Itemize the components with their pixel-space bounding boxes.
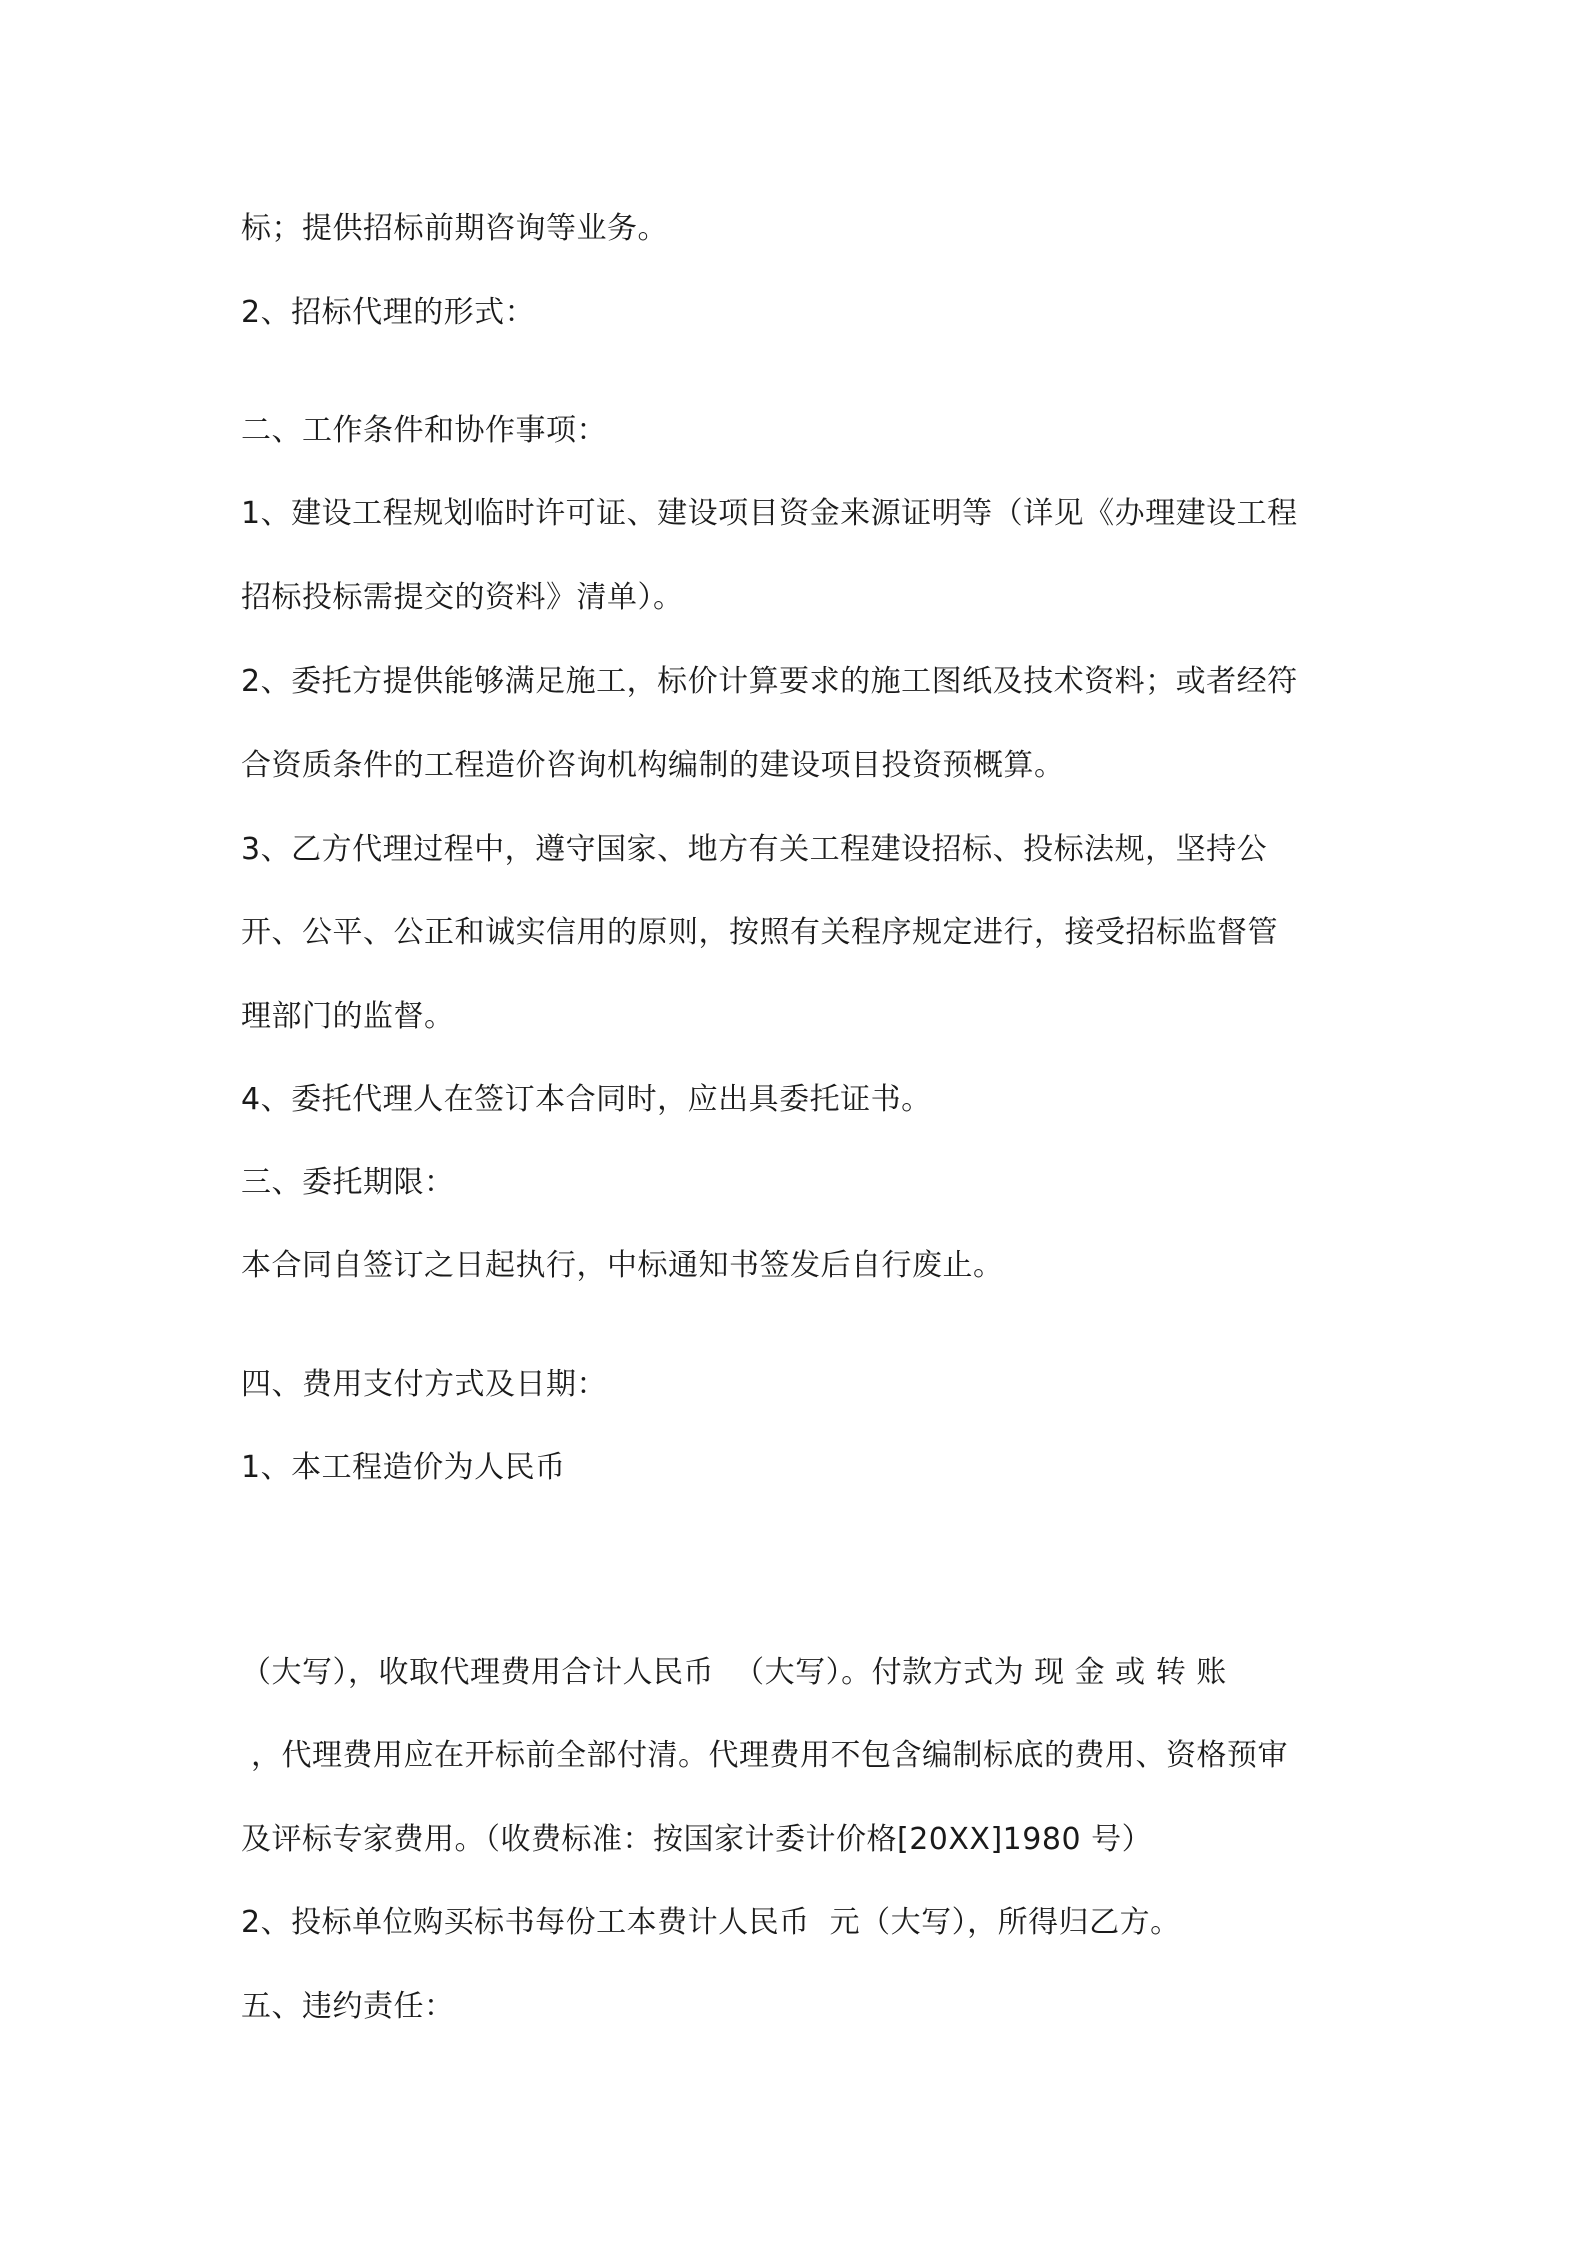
text-line: 1、建设工程规划临时许可证、建设项目资金来源证明等（详见《办理建设工程 [241, 496, 1298, 531]
text-line: 开、公平、公正和诚实信用的原则，按照有关程序规定进行，接受招标监督管 [241, 915, 1278, 950]
text-line: （大写），收取代理费用合计人民币 （大写）。付款方式为 现 金 或 转 账 [241, 1655, 1227, 1690]
text-line: 3、乙方代理过程中，遵守国家、地方有关工程建设招标、投标法规，坚持公 [241, 832, 1268, 867]
section-heading: 二、工作条件和协作事项： [241, 413, 607, 448]
section-heading: 五、违约责任： [241, 1989, 455, 2024]
text-line: 4、委托代理人在签订本合同时，应出具委托证书。 [241, 1082, 932, 1117]
text-line: 及评标专家费用。（收费标准：按国家计委计价格[20XX]1980 号） [241, 1822, 1153, 1857]
text-line: 本合同自签订之日起执行，中标通知书签发后自行废止。 [241, 1248, 1004, 1283]
text-line: 理部门的监督。 [241, 999, 455, 1034]
text-line: 2、投标单位购买标书每份工本费计人民币 元（大写），所得归乙方。 [241, 1905, 1181, 1940]
text-line: ，代理费用应在开标前全部付清。代理费用不包含编制标底的费用、资格预审 [241, 1738, 1289, 1773]
text-line: 2、委托方提供能够满足施工，标价计算要求的施工图纸及技术资料；或者经符 [241, 664, 1298, 699]
text-line: 2、招标代理的形式： [241, 295, 536, 330]
text-line: 标；提供招标前期咨询等业务。 [241, 211, 668, 246]
section-heading: 四、费用支付方式及日期： [241, 1367, 607, 1402]
text-line: 合资质条件的工程造价咨询机构编制的建设项目投资预概算。 [241, 748, 1065, 783]
text-line: 招标投标需提交的资料》清单）。 [241, 580, 684, 615]
section-heading: 三、委托期限： [241, 1165, 455, 1200]
text-line: 1、本工程造价为人民币 [241, 1450, 566, 1485]
